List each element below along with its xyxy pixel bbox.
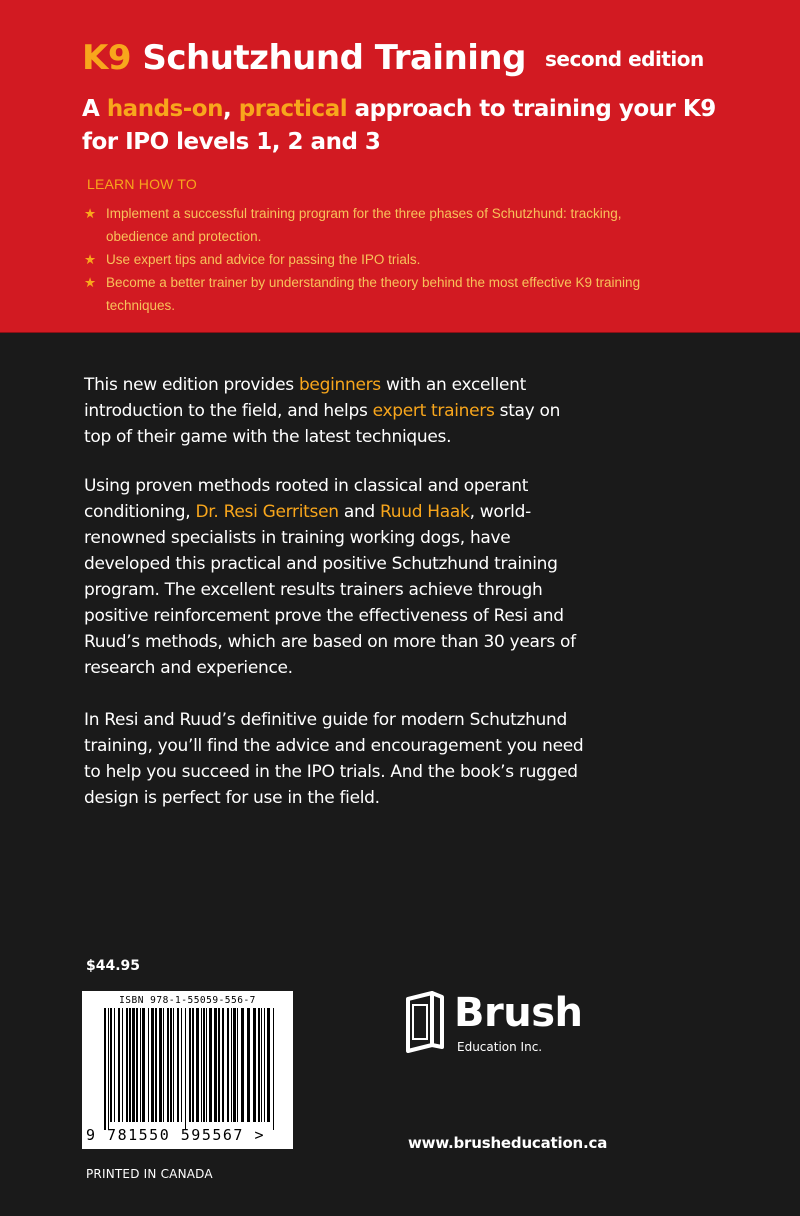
highlight-text: beginners bbox=[298, 375, 381, 395]
paragraph-text: and bbox=[338, 502, 381, 522]
learn-item-text: Use expert tips and advice for passing the IPO trials. bbox=[106, 252, 421, 267]
publisher-website: www.brusheducation.ca bbox=[408, 1134, 608, 1152]
publisher-subtitle: Education Inc. bbox=[457, 1040, 543, 1054]
title-prefix: K9 bbox=[82, 38, 132, 78]
tagline-text: approach to training your K9 for IPO levels 1, 2 and 3 bbox=[82, 96, 716, 155]
tablet-logo-icon bbox=[404, 991, 446, 1053]
title-main: Schutzhund Training bbox=[142, 38, 526, 78]
star-icon: ★ bbox=[84, 206, 97, 221]
price: $44.95 bbox=[86, 958, 141, 974]
star-icon: ★ bbox=[84, 275, 97, 290]
highlight-text: expert trainers bbox=[372, 401, 495, 421]
paragraph-text: stay on top of their game with the latest techniques. bbox=[84, 401, 561, 447]
paragraph-text: , world-renowned specialists in training working dogs, have developed this practical and positive Schutzhund training program. The excellent results trainers achieve through positive reinforcement prove the effectiveness of Resi and Ruud’s methods, which are based on more than 30 years of research and experience. bbox=[84, 502, 576, 678]
learn-item-text: Become a better trainer by understanding the theory behind the most effective K9 training techniques. bbox=[106, 275, 641, 313]
barcode bbox=[82, 991, 293, 1149]
paragraph-text: This new edition provides bbox=[84, 375, 299, 395]
red-header-band bbox=[0, 0, 800, 333]
paragraph-text: Using proven methods rooted in classical and operant conditioning, bbox=[84, 476, 529, 522]
book-title bbox=[82, 38, 526, 78]
description-paragraph-3: In Resi and Ruud’s definitive guide for modern Schutzhund training, you’ll find the advice and encouragement you need to help you succeed in the IPO trials. And the book’s rugged design is perfect for use in the field. bbox=[84, 710, 584, 808]
description-paragraph-2 bbox=[84, 473, 584, 681]
author-name: Ruud Haak bbox=[380, 502, 470, 522]
star-icon: ★ bbox=[84, 252, 97, 267]
tagline-highlight: practical bbox=[238, 96, 348, 122]
publisher-name: Brush bbox=[454, 990, 583, 1036]
tagline bbox=[82, 93, 722, 159]
tagline-highlight: hands-on bbox=[106, 96, 223, 122]
edition-label: second edition bbox=[545, 47, 704, 71]
learn-heading: LEARN HOW TO bbox=[87, 176, 198, 192]
isbn-label: ISBN 978-1-55059-556-7 bbox=[119, 995, 256, 1006]
author-name: Dr. Resi Gerritsen bbox=[195, 502, 339, 522]
tagline-text: A bbox=[82, 96, 107, 122]
learn-list bbox=[84, 202, 644, 317]
description-paragraph-1 bbox=[84, 372, 584, 450]
learn-item-text: Implement a successful training program for the three phases of Schutzhund: tracking, obedience and protection. bbox=[106, 206, 622, 244]
learn-item bbox=[84, 271, 644, 317]
paragraph-text: with an excellent introduction to the field, and helps bbox=[84, 375, 527, 421]
printed-in-label: PRINTED IN CANADA bbox=[86, 1167, 213, 1181]
learn-item bbox=[84, 248, 644, 271]
learn-item bbox=[84, 202, 644, 248]
tagline-text: , bbox=[222, 96, 239, 122]
barcode-digits: 9 781550 595567 > bbox=[86, 1126, 266, 1144]
